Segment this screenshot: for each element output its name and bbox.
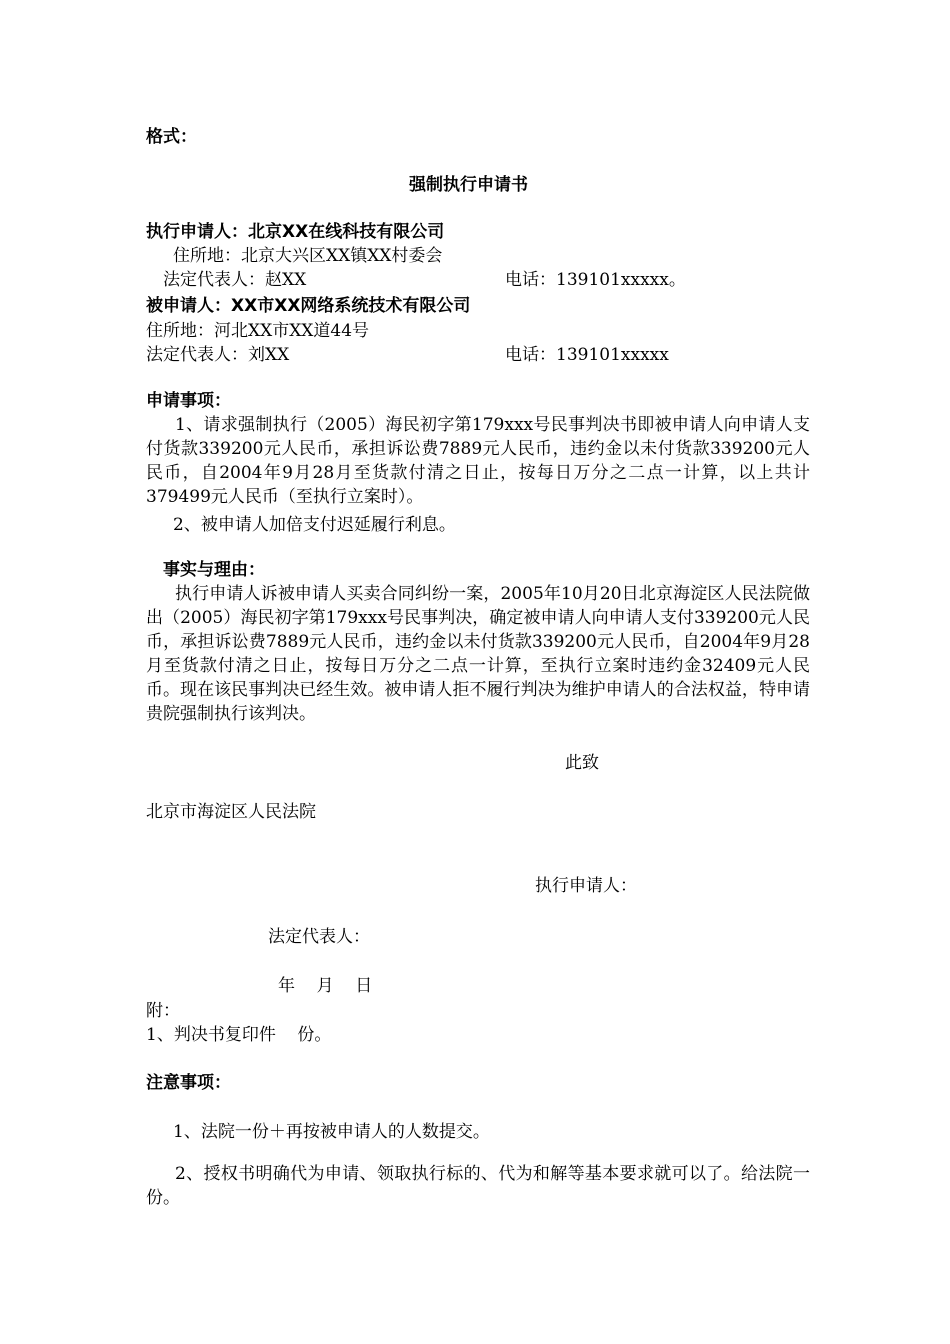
court-name: 北京市海淀区人民法院 [146,802,316,822]
respondent-rep: 法定代表人：刘XX [146,345,290,365]
date-line: 年 月 日 [278,976,373,996]
applicant-signature-label: 执行申请人： [535,876,637,896]
rep-signature-label: 法定代表人： [268,927,370,947]
closing-to: 此致 [565,753,599,773]
attachment-label: 附： [146,1001,180,1021]
facts-body: 执行申请人诉被申请人买卖合同纠纷一案，2005年10月20日北京海淀区人民法院做出（2005）海民初字第179xxx号民事判决，确定被申请人向申请人支付339200元人民币，承担诉讼费7889元人民币，违约金以未付货款339200元人民币，自2004年9月28月至货款付清之日止，按每日万分之二点一计算，至执行立案时违约金32409元人民币。现在该民事判决已经生效。被申请人拒不履行判决为维护申请人的合法权益，特申请贵院强制执行该判决。 [146,584,810,724]
facts-heading: 事实与理由： [163,560,265,580]
respondent-phone: 电话：139101xxxxx [505,345,669,365]
claims-item-2: 2、被申请人加倍支付迟延履行利息。 [173,515,456,535]
notes-heading: 注意事项： [146,1073,231,1093]
applicant-phone: 电话：139101xxxxx。 [505,270,686,290]
claims-heading: 申请事项： [146,391,231,411]
applicant-rep: 法定代表人：赵XX [163,270,307,290]
applicant-address: 住所地：北京大兴区XX镇XX村委会 [173,246,443,266]
notes-item-1: 1、法院一份＋再按被申请人的人数提交。 [173,1122,490,1142]
attachment-item-1: 1、判决书复印件 份。 [146,1025,332,1045]
applicant-line: 执行申请人：北京XX在线科技有限公司 [146,222,445,242]
notes-item-2: 2、授权书明确代为申请、领取执行标的、代为和解等基本要求就可以了。给法院一份。 [146,1164,810,1208]
document-title: 强制执行申请书 [409,175,528,195]
format-label: 格式： [146,127,197,147]
respondent-address: 住所地：河北XX市XX道44号 [146,321,370,341]
claims-item-1: 1、请求强制执行（2005）海民初字第179xxx号民事判决书即被申请人向申请人支付货款339200元人民币，承担诉讼费7889元人民币，违约金以未付货款339200元人民币，自2004年9月28月至货款付清之日止，按每日万分之二点一计算，以上共计379499元人民币（至执行立案时）。 [146,415,810,507]
respondent-line: 被申请人：XX市XX网络系统技术有限公司 [146,296,471,316]
